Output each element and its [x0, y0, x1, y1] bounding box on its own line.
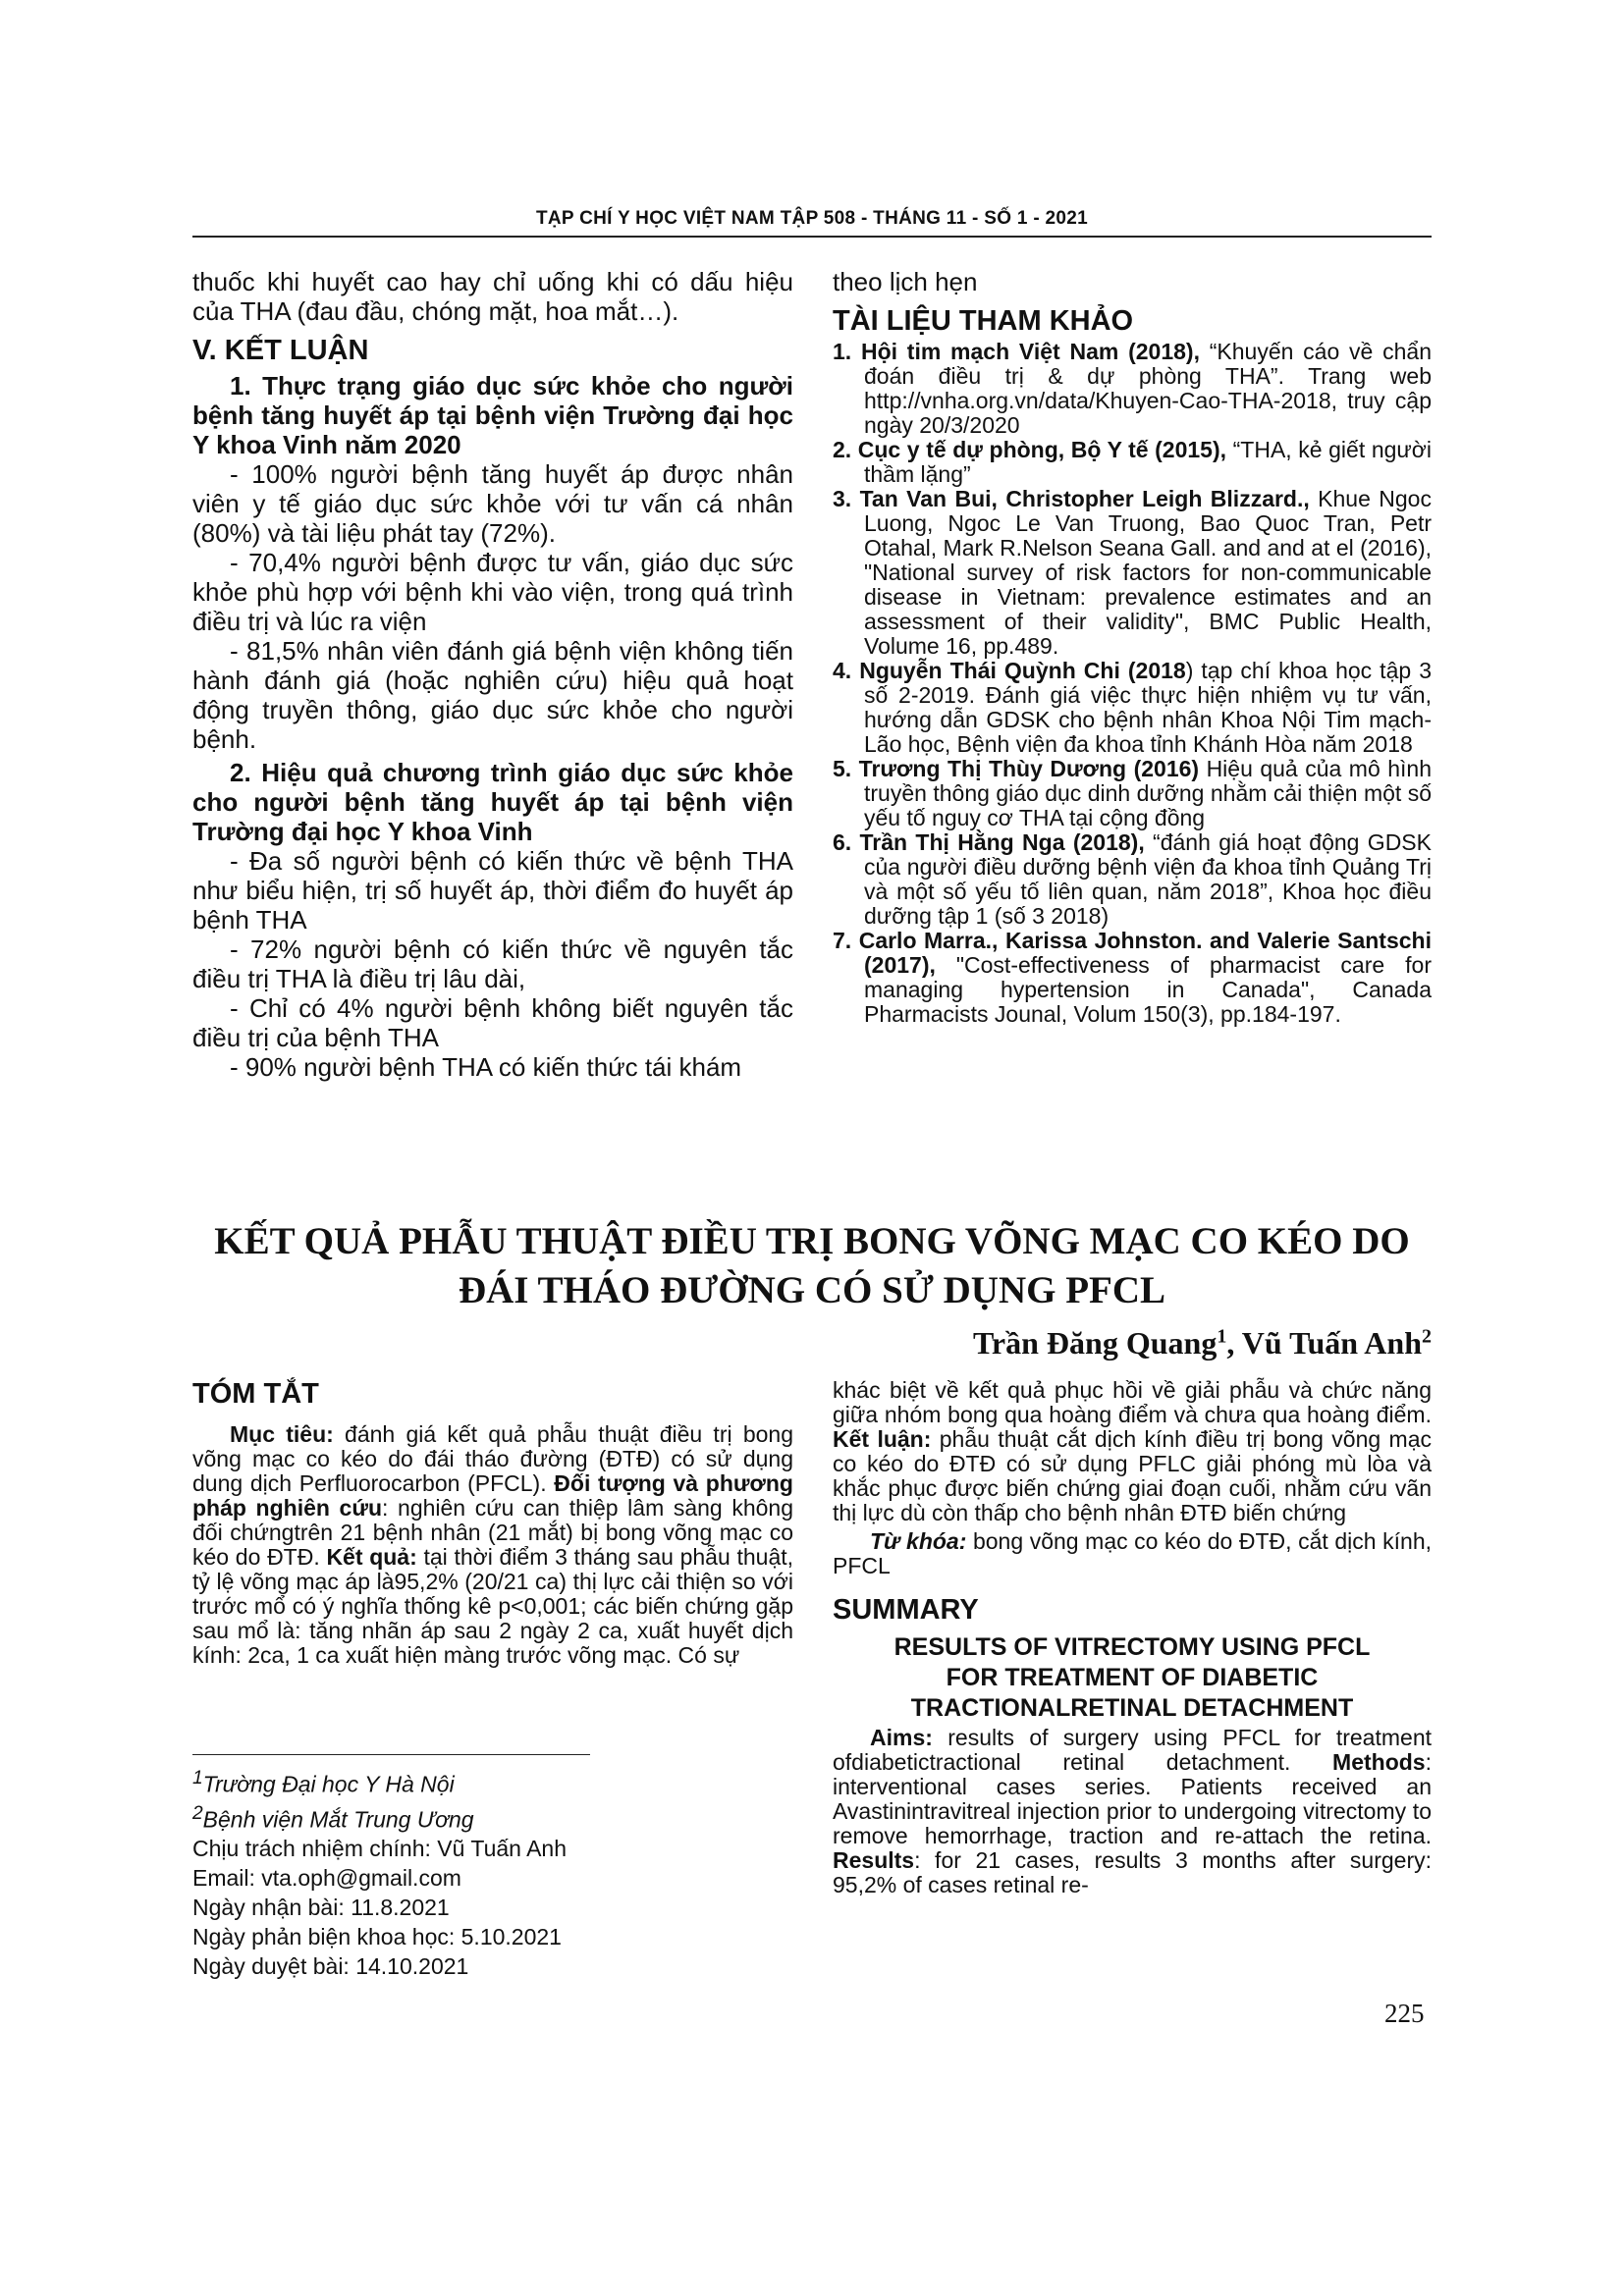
reference-item: 1. Hội tim mạch Việt Nam (2018), “Khuyến cáo về chẩn đoán điều trị & dự phòng THA”. Trang web http://vnha.org.vn/data/Khuyen-Cao-THA-2018, truy cập ngày 20/3/2020: [833, 339, 1432, 438]
date-approved: Ngày duyệt bài: 14.10.2021: [192, 1953, 469, 1980]
header-rule: [192, 236, 1432, 238]
footnote-rule: [192, 1754, 590, 1755]
author-1-affiliation: 1: [1217, 1325, 1227, 1348]
affiliation-2: $^2$Bệnh viện Mắt Trung Ương: [192, 1802, 474, 1833]
article-authors: Trần Đăng Quang$^1$, Vũ Tuấn Anh$^2$: [972, 1325, 1432, 1361]
abstract-vi-continued: khác biệt về kết quả phục hồi về giải phẫu và chức năng giữa nhóm bong qua hoàng điểm và chưa qua hoàng điểm. Kết luận: phẫu thuật cắt dịch kính điều trị bong võng mạc co kéo do ĐTĐ có sử dụng PFLC giải phóng mù lòa và khắc phục được biến chứng giai đoạn cuối, nhằm cứu vãn thị lực dù còn thấp cho bệnh nhân ĐTĐ biến chứng: [833, 1377, 1432, 1525]
continuation-line: theo lịch hẹn: [833, 267, 978, 296]
tomtat-title: TÓM TẮT: [192, 1378, 319, 1410]
author-2-affiliation: 2: [1422, 1325, 1432, 1348]
sub1-item-3: - 81,5% nhân viên đánh giá bệnh viện không tiến hành đánh giá (hoặc nghiên cứu) hiệu quả hoạt động truyền thông, giáo dục sức khỏe cho người bệnh.: [192, 636, 793, 754]
sub2-item-1: - Đa số người bệnh có kiến thức về bệnh THA như biểu hiện, trị số huyết áp, thời điểm đo huyết áp bệnh THA: [192, 846, 793, 934]
article-title-line-1: KẾT QUẢ PHẪU THUẬT ĐIỀU TRỊ BONG VÕNG MẠC CO KÉO DO: [214, 1220, 1410, 1262]
subsection-1-title: 1. Thực trạng giáo dục sức khỏe cho người bệnh tăng huyết áp tại bệnh viện Trường đại học Y khoa Vinh năm 2020: [192, 371, 793, 459]
right-column: [833, 267, 1432, 1027]
intro-line-1: thuốc khi huyết cao hay chỉ uống khi có dấu hiệu: [192, 267, 793, 296]
reference-list: [833, 340, 1432, 1027]
left-column: [192, 267, 793, 1082]
keywords: Từ khóa: bong võng mạc co kéo do ĐTĐ, cắt dịch kính, PFCL: [833, 1528, 1432, 1578]
reference-item: 7. Carlo Marra., Karissa Johnston. and Valerie Santschi (2017), "Cost-effectiveness of pharmacist care for managing hypertension in Canada", Canada Pharmacists Jounal, Volum 150(3), pp.184-197.: [833, 928, 1432, 1027]
responsible-author: Chịu trách nhiệm chính: Vũ Tuấn Anh: [192, 1836, 568, 1862]
abstract-right: [833, 1378, 1432, 1897]
reference-item: 5. Trương Thị Thùy Dương (2016) Hiệu quả của mô hình truyền thông giáo dục dinh dưỡng nhằm cải thiện một số yếu tố nguy cơ THA tại cộng đồng: [833, 756, 1432, 830]
abstract-vi-text: Mục tiêu: đánh giá kết quả phẫu thuật điều trị bong võng mạc co kéo do đái tháo đường (ĐTĐ) có sử dụng dung dịch Perfluorocarbon (PFCL). Đối tượng và phương pháp nghiên cứu: nghiên cứu can thiệp lâm sàng không đối chứngtrên 21 bệnh nhân (21 mắt) bị bong võng mạc co kéo do ĐTĐ. Kết quả: tại thời điểm 3 tháng sau phẫu thuật, tỷ lệ võng mạc áp là95,2% (20/21 ca) thị lực cải thiện so với trước mổ có ý nghĩa thống kê p<0,001; các biến chứng gặp sau mổ là: tăng nhãn áp sau 2 ngày 2 ca, xuất huyết dịch kính: 2ca, 1 ca xuất hiện màng trước võng mạc. Có sự: [192, 1421, 794, 1668]
date-received: Ngày nhận bài: 11.8.2021: [192, 1895, 450, 1921]
summary-title: SUMMARY: [833, 1594, 979, 1626]
date-reviewed: Ngày phản biện khoa học: 5.10.2021: [192, 1924, 562, 1950]
references-title: TÀI LIỆU THAM KHẢO: [833, 305, 1134, 337]
summary-heading: RESULTS OF VITRECTOMY USING PFCL FOR TREATMENT OF DIABETIC TRACTIONALRETINAL DETACHMENT: [893, 1633, 1371, 1722]
sub1-item-2: - 70,4% người bệnh được tư vấn, giáo dục sức khỏe phù hợp với bệnh khi vào viện, trong quá trình điều trị và lúc ra viện: [192, 548, 793, 636]
abstract-left: [192, 1378, 793, 1668]
page-number: 225: [1384, 1999, 1425, 2028]
reference-item: 6. Trần Thị Hằng Nga (2018), “đánh giá hoạt động GDSK của người điều dưỡng bệnh viện đa khoa tỉnh Quảng Trị và một số yếu tố liên quan, năm 2018”, Khoa học điều dưỡng tập 1 (số 3 2018): [833, 829, 1432, 929]
author-2: Vũ Tuấn Anh: [1241, 1325, 1422, 1361]
sub2-item-4: - 90% người bệnh THA có kiến thức tái khám: [230, 1052, 742, 1082]
sub2-item-3: - Chỉ có 4% người bệnh không biết nguyên tắc điều trị của bệnh THA: [192, 993, 793, 1052]
article-title-line-2: ĐÁI THÁO ĐƯỜNG CÓ SỬ DỤNG PFCL: [458, 1269, 1166, 1311]
section-title: V. KẾT LUẬN: [192, 335, 369, 366]
article-title: [192, 1217, 1432, 1315]
affiliation-1: $^1$Trường Đại học Y Hà Nội: [192, 1768, 455, 1797]
author-1: Trần Đăng Quang: [972, 1325, 1218, 1361]
email: Email: vta.oph@gmail.com: [192, 1865, 461, 1892]
summary-text: Aims: results of surgery using PFCL for treatment ofdiabetictractional retinal detachment. Methods: interventional cases series. Patients received an Avastinintravitreal injection prior to undergoing vitrectomy to remove hemorrhage, traction and re-attach the retina. Results: for 21 cases, results 3 months after surgery: 95,2% of cases retinal re-: [833, 1725, 1432, 1897]
intro-line-2: của THA (đau đầu, chóng mặt, hoa mắt…).: [192, 296, 679, 326]
sub2-item-2: - 72% người bệnh có kiến thức về nguyên tắc điều trị THA là điều trị lâu dài,: [192, 934, 793, 993]
subsection-2-title: 2. Hiệu quả chương trình giáo dục sức khỏe cho người bệnh tăng huyết áp tại bệnh viện Trường đại học Y khoa Vinh: [192, 758, 793, 846]
journal-header: TẠP CHÍ Y HỌC VIỆT NAM TẬP 508 - THÁNG 11 - SỐ 1 - 2021: [535, 208, 1089, 229]
reference-item: 3. Tan Van Bui, Christopher Leigh Blizzard., Khue Ngoc Luong, Ngoc Le Van Truong, Bao Quoc Tran, Petr Otahal, Mark R.Nelson Seana Gall. and and at el (2016), "National survey of risk factors for non-communicable disease in Vietnam: prevalence estimates and an assessment of their validity", BMC Public Health, Volume 16, pp.489.: [833, 486, 1432, 659]
footnotes: [192, 1764, 567, 1981]
reference-item: 2. Cục y tế dự phòng, Bộ Y tế (2015), “THA, kẻ giết người thầm lặng”: [833, 437, 1432, 487]
sub1-item-1: - 100% người bệnh tăng huyết áp được nhân viên y tế giáo dục sức khỏe với tư vấn cá nhân (80%) và tài liệu phát tay (72%).: [192, 459, 793, 548]
reference-item: 4. Nguyễn Thái Quỳnh Chi (2018) tạp chí khoa học tập 3 số 2-2019. Đánh giá việc thực hiện nhiệm vụ tư vấn, hướng dẫn GDSK cho bệnh nhân Khoa Nội Tim mạch-Lão học, Bệnh viện đa khoa tỉnh Khánh Hòa năm 2018: [833, 658, 1432, 757]
